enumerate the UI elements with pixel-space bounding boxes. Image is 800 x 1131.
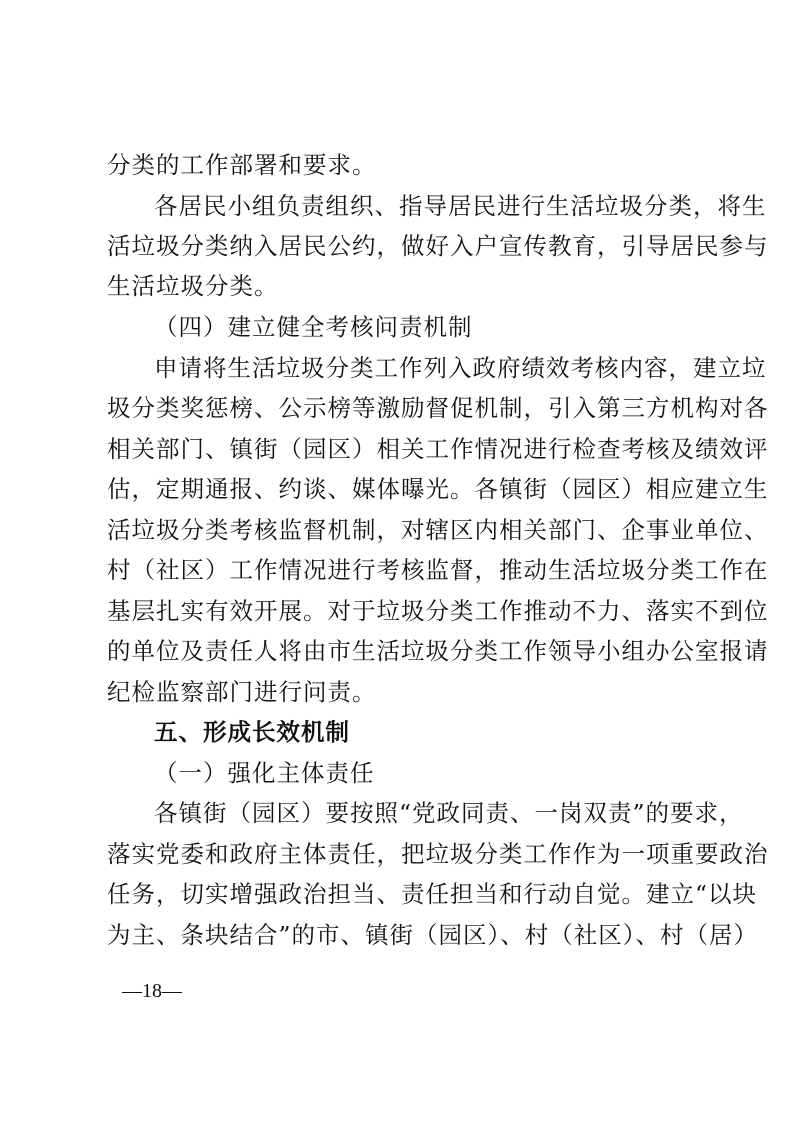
text-line: 各镇街（园区）要按照“党政同责、一岗双责”的要求， bbox=[154, 799, 744, 827]
text-line: 落实党委和政府主体责任，把垃圾分类工作作为一项重要政治 bbox=[107, 840, 769, 868]
text-line: 活垃圾分类纳入居民公约，做好入户宣传教育，引导居民参与 bbox=[107, 232, 769, 260]
text-line: 基层扎实有效开展。对于垃圾分类工作推动不力、落实不到位 bbox=[107, 597, 769, 625]
page-number: —18— bbox=[122, 980, 182, 1002]
text-line: 村（社区）工作情况进行考核监督，推动生活垃圾分类工作在 bbox=[107, 556, 769, 584]
chapter-heading: 五、形成长效机制 bbox=[154, 718, 350, 746]
text-line: 任务，切实增强政治担当、责任担当和行动自觉。建立“以块 bbox=[107, 880, 758, 908]
text-line: 生活垃圾分类。 bbox=[107, 272, 279, 300]
text-line: 相关部门、镇街（园区）相关工作情况进行检查考核及绩效评 bbox=[107, 435, 769, 463]
text-line: 的单位及责任人将由市生活垃圾分类工作领导小组办公室报请 bbox=[107, 637, 769, 665]
section-heading-4: （四）建立健全考核问责机制 bbox=[154, 313, 473, 341]
text-line: 申请将生活垃圾分类工作列入政府绩效考核内容，建立垃 bbox=[154, 354, 767, 382]
text-line: 分类的工作部署和要求。 bbox=[107, 151, 377, 179]
text-line: 为主、条块结合”的市、镇街（园区）、村（社区）、村（居） bbox=[107, 921, 759, 949]
text-line: 活垃圾分类考核监督机制，对辖区内相关部门、企事业单位、 bbox=[107, 516, 769, 544]
text-line: 纪检监察部门进行问责。 bbox=[107, 678, 377, 706]
text-line: 各居民小组负责组织、指导居民进行生活垃圾分类，将生 bbox=[154, 192, 767, 220]
section-heading-1: （一）强化主体责任 bbox=[154, 759, 375, 787]
text-line: 估，定期通报、约谈、媒体曝光。各镇街（园区）相应建立生 bbox=[107, 475, 769, 503]
text-line: 圾分类奖惩榜、公示榜等激励督促机制，引入第三方机构对各 bbox=[107, 394, 769, 422]
